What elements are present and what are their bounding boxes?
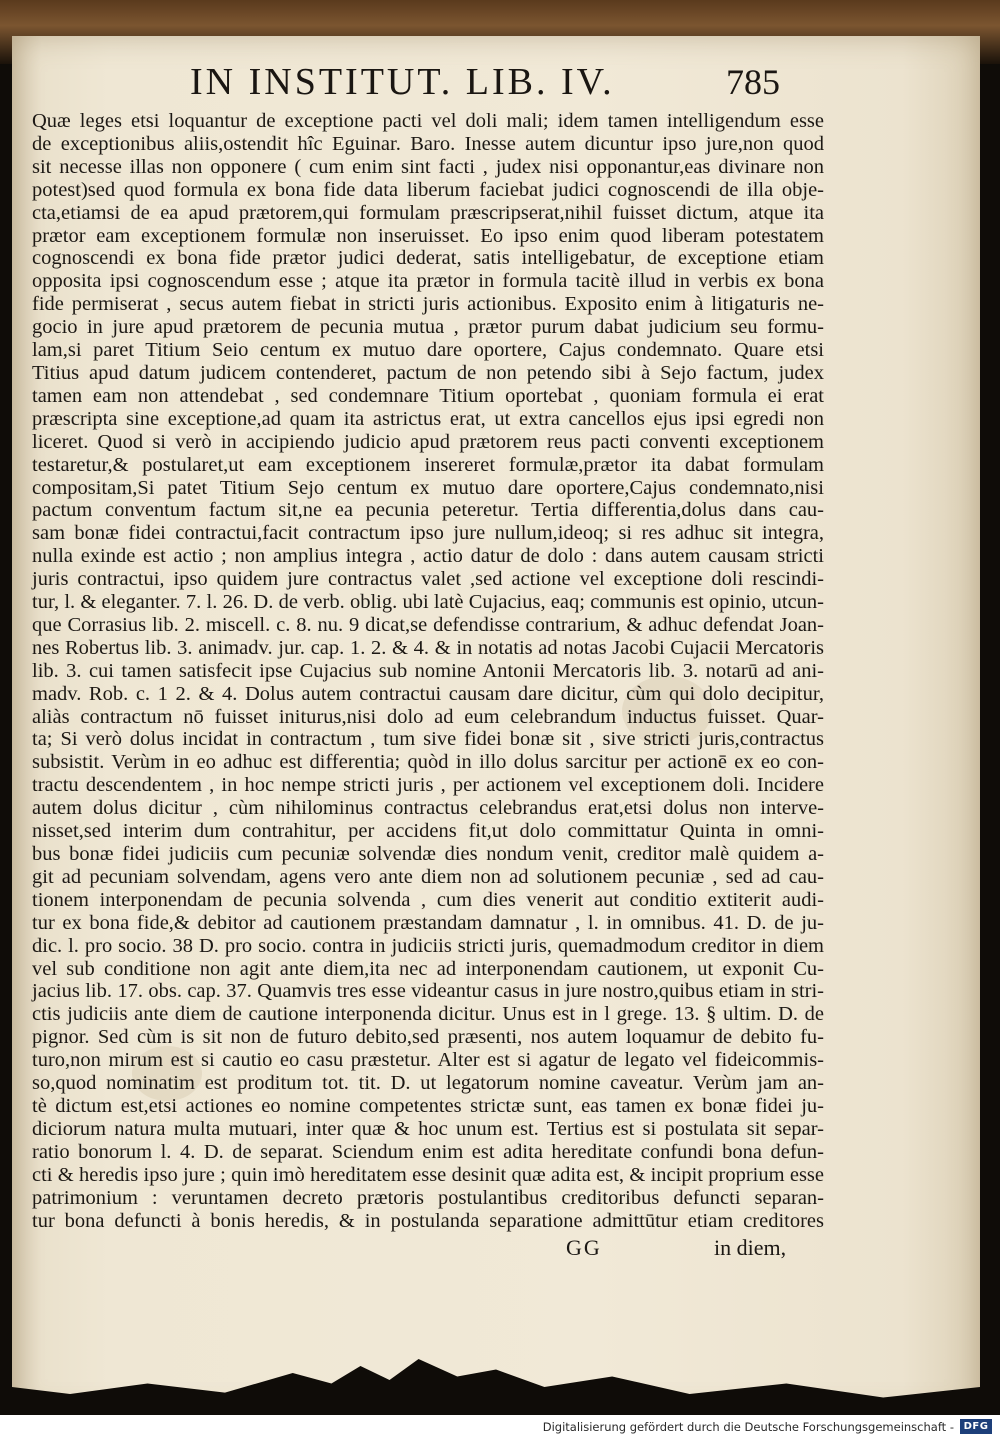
text-line: cti & heredis ipso jure ; quin imò hereditatem esse desinit quæ adita est, & incipit proprium esse [32,1163,824,1186]
text-line: so,quod nominatim est proditum tot. tit. D. ut legatorum nomine caveatur. Verùm jam an- [32,1072,824,1095]
text-line: aliàs contractum nō fuisset initurus,nisi dolo ad eum celebrandum inductus fuisset. Quar- [32,705,824,728]
page-number: 785 [726,62,780,102]
text-line: tur bona defuncti à bonis heredis, & in postulanda separatione admittūtur etiam creditores [32,1209,824,1232]
text-line: que Corrasius lib. 2. miscell. c. 8. nu. 9 dicat,se defendisse contrarium, & adhuc defendat Joan- [32,613,824,636]
text-line: tionem interponendam de pecunia solvenda , cum dies venerit aut conditio extiterit audi- [32,888,824,911]
text-line: potest)sed quod formula ex bona fide data liberum faciebat judici cognoscendi de illa obje- [32,178,824,201]
text-line: compositam,Si patet Titium Sejo centum ex mutuo dare oportere,Cajus condemnato,nisi [32,476,824,499]
text-line: lam,si paret Titium Seio centum ex mutuo dare oportere, Cajus condemnato. Quare etsi [32,339,824,362]
text-line: tamen eam non attendebat , sed condemnare Titium oportebat , quoniam formula ei erat [32,384,824,407]
text-line: sam bonæ fidei contractui,facit contractum ipso jure nullum,ideoq; si res adhuc sit integra, [32,522,824,545]
text-line: fide permiserat , secus autem fiebat in stricti juris actionibus. Exposito enim à litigaturis ne- [32,293,824,316]
text-line: ctis judiciis ante diem de cautione interponenda dicitur. Unus est in l grege. 13. § ultim. D. de [32,1003,824,1026]
text-line: nisset,sed interim dum contrahitur, per accidens fit,ut dolo committatur Quinta in omni- [32,820,824,843]
text-line: diciorum natura multa mutuari, inter quæ & hoc unum est. Tertius est si postulata sit separ- [32,1117,824,1140]
torn-edge [12,1345,980,1415]
catchword: in diem, [714,1235,787,1260]
text-line: ratio bonorum l. 4. D. de separat. Sciendum enim est adita hereditate confundi bona defun- [32,1140,824,1163]
text-line: prætor eam exceptionem formulæ non inseruisset. Eo ipso enim quod liberam potestatem [32,224,824,247]
text-line: jacius lib. 17. obs. cap. 37. Quamvis tres esse videantur casus in jure nostro,quibus etiam in stri- [32,980,824,1003]
running-head: IN INSTITUT. LIB. IV. [190,61,615,103]
text-line: testaretur,& postularet,ut eam exceptionem insereret formulæ,prætor ita dabat formulam [32,453,824,476]
text-line: tur ex bona fide,& debitor ad cautionem præstandam damnatur , l. in omnibus. 41. D. de ju- [32,911,824,934]
text-line: pactum conventum factum sit,ne ea pecunia peteretur. Tertia differentia,dolus dans cau- [32,499,824,522]
text-line: gocio in jure apud prætorem de pecunia mutua , prætor purum dabat judicium seu formu- [32,316,824,339]
text-line: subsistit. Verùm in eo adhuc est differentia; quòd in illo dolus sarcitur per actionē ex eo con- [32,751,824,774]
text-line: cognoscendi ex bona fide prætor judici dederat, satis intelligebatur, de exceptione etiam [32,247,824,270]
text-line: dic. l. pro socio. 38 D. pro socio. contra in judiciis stricti juris, quemadmodum creditor in diem [32,934,824,957]
text-line: Titius apud datum judicem contenderet, pactum de non petendo sibi à Sejo factum, judex [32,361,824,384]
footer-credit: Digitalisierung gefördert durch die Deutsche Forschungsgemeinschaft - [542,1420,954,1434]
signature-mark: GG [566,1235,602,1260]
text-line: autem dolus dicitur , cùm nihilominus contractus celebrandus erat,etsi dolus non interve- [32,797,824,820]
text-line: de exceptionibus aliis,ostendit hîc Eguinar. Baro. Inesse autem dicuntur ipso jure,non quod [32,132,824,155]
text-line: nulla exinde est actio ; non amplius integra , actio datur de dolo : dans autem causam stricti [32,545,824,568]
text-line: præscripta sine exceptione,ad quam ita astrictus erat, ut extra cancellos ejus ipsi egredi non [32,407,824,430]
body-text [32,110,824,1232]
dfg-logo: DFG [960,1419,992,1434]
text-line: pignor. Sed cùm is sit non de futuro debito,sed præsenti, nos autem loquamur de debito fu- [32,1026,824,1049]
text-line: juris contractui, ipso quidem jure contractus valet ,sed actione vel exceptione doli rescindi- [32,568,824,591]
text-line: nes Robertus lib. 3. animadv. jur. cap. 1. 2. & 4. & in notatis ad notas Jacobi Cujacii Mercatoris [32,636,824,659]
text-line: ta; Si verò dolus incidat in contractum , tum sive fidei bonæ sit , sive stricti juris,contractus [32,728,824,751]
text-line: git ad pecuniam solvendam, agens vero ante diem non ad solutionem pecuniæ , sed ad cau- [32,865,824,888]
text-line: turo,non mirum est si cautio eo casu præstetur. Alter est si agatur de legato vel fideicommis- [32,1049,824,1072]
text-line: lib. 3. cui tamen satisfecit ipse Cujacius sub nomine Antonii Mercatoris lib. 3. notarū ad ani- [32,659,824,682]
text-line: tè dictum est,etsi actiones eo nomine competentes strictæ sunt, eas tamen ex bonæ fidei ju- [32,1094,824,1117]
text-line: cta,etiamsi de ea apud prætorem,qui formulam præscripserat,nihil fuisset dictum, atque ita [32,201,824,224]
digitization-footer [0,1415,1000,1438]
text-line: opposita ipsi cognoscendum esse ; atque ita prætor in formula tacitè illud in verbis ex bona [32,270,824,293]
text-line: bus bonæ fidei judiciis cum pecuniæ solvendæ dies nondum venit, creditor malè quidem a- [32,843,824,865]
text-line: patrimonium : veruntamen decreto prætoris postulantibus creditoribus defuncti separan- [32,1186,824,1209]
text-line: tractu descendentem , in hoc nempe stricti juris , per actionem vel exceptionem doli. Incidere [32,774,824,797]
text-line: liceret. Quod si verò in accipiendo judicio apud prætorem reus pacti conventi exceptionem [32,430,824,453]
text-line: Quæ leges etsi loquantur de exceptione pacti vel doli mali; idem tamen intelligendum esse [32,110,824,132]
text-line: tur, l. & eleganter. 7. l. 26. D. de verb. oblig. ubi latè Cujacius, eaq; communis est opinio, utcun- [32,591,824,614]
text-line: vel sub conditione non agit ante diem,ita nec ad interponendam cautionem, ut exponit Cu- [32,957,824,980]
text-line: sit necesse illas non opponere ( cum enim sint facti , judex nisi opponantur,eas divinare non [32,155,824,178]
text-line: madv. Rob. c. 1 2. & 4. Dolus autem contractui causam dare dicitur, cùm qui dolo decipitur, [32,682,824,705]
